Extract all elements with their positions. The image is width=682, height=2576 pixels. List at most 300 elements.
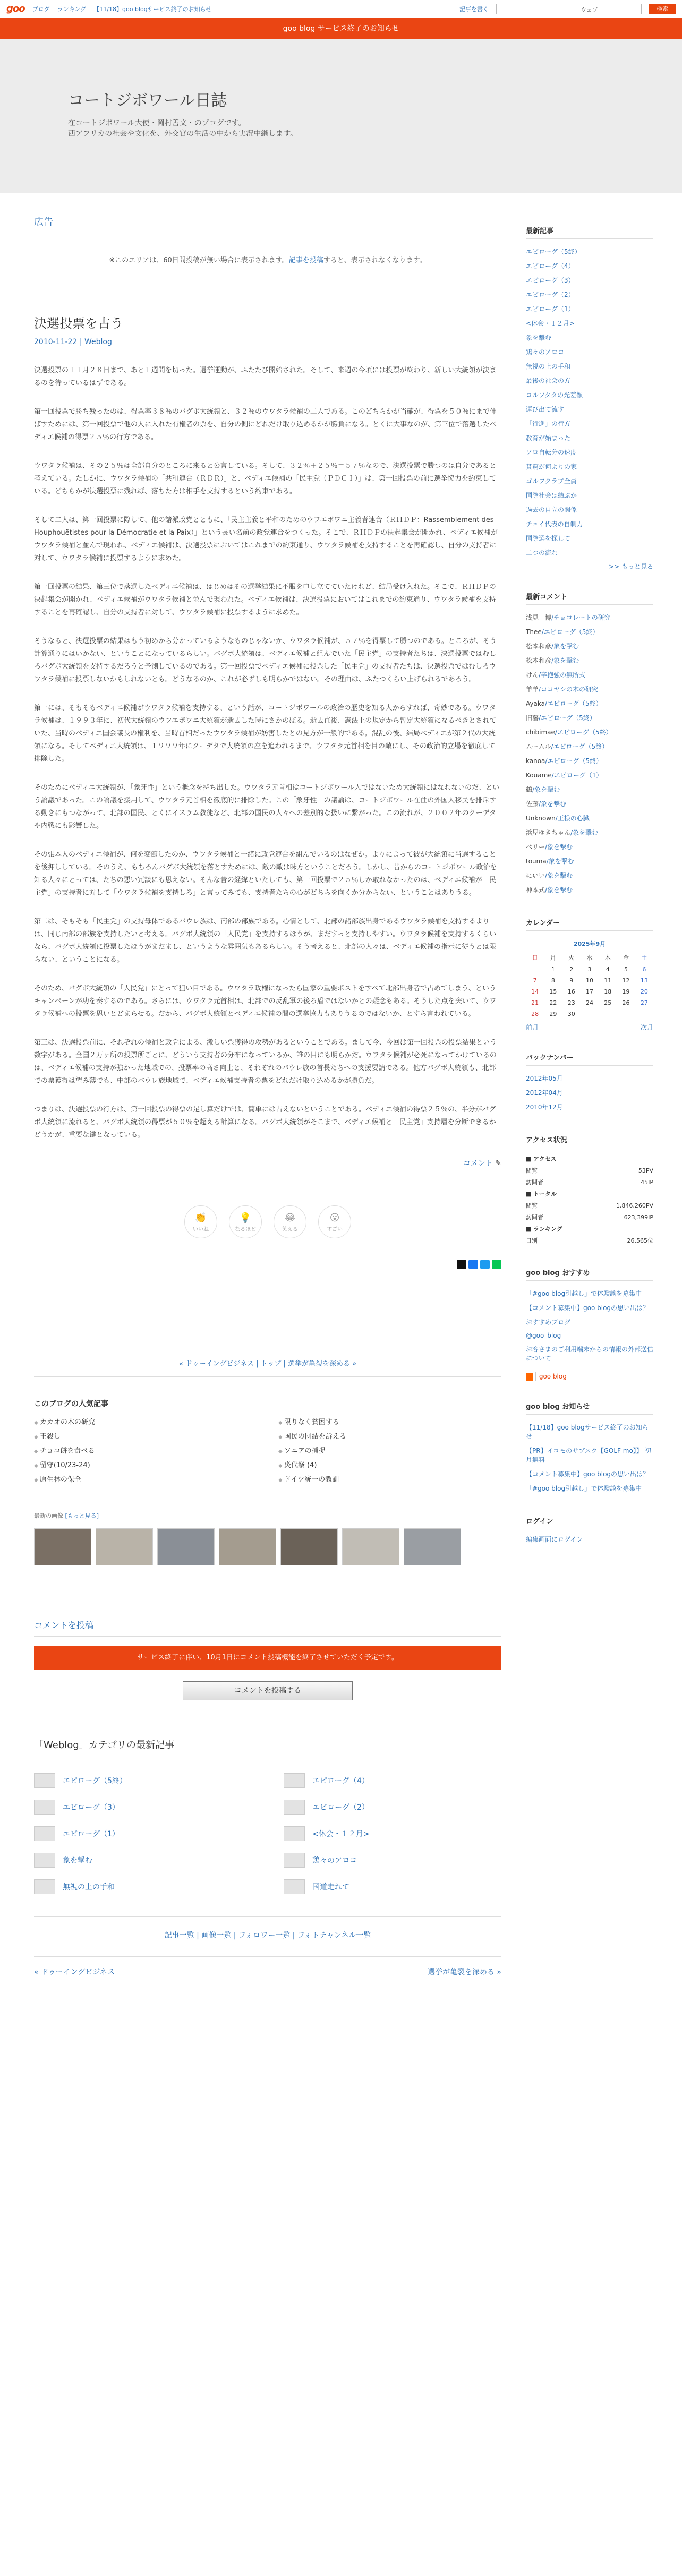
recent-article-link[interactable]: 教育が始まった: [526, 434, 571, 442]
latest-images: [34, 1511, 501, 1565]
calendar-day: 29: [549, 1011, 557, 1017]
top-link[interactable]: トップ: [260, 1360, 282, 1368]
comment-separator: /: [539, 714, 541, 722]
comment-separator: /: [545, 872, 548, 879]
article-thumbnail[interactable]: [284, 1773, 305, 1788]
comment-author: 松本和彦: [526, 643, 552, 650]
main-column: [34, 215, 501, 1977]
calendar-day: 10: [585, 977, 593, 984]
calendar-day: 11: [604, 977, 612, 984]
recommend-link[interactable]: 【コメント募集中】goo blogの思い出は？: [526, 1304, 650, 1312]
category-item-link[interactable]: 国道走れて: [312, 1883, 349, 1892]
recommend-link[interactable]: @goo_blog: [526, 1332, 561, 1339]
calendar-day: 17: [585, 988, 593, 995]
entry-paragraph: 決選投票の１１月２８日まで、あと１週間を切った。選挙運動が、ふたたび開始された。そして、来週の今頃には投票が終わり、新しい大統領が決まるのを待っているはずである。: [34, 366, 497, 387]
calendar-day: 13: [640, 977, 648, 984]
category-item-link[interactable]: 無視の上の手和: [63, 1883, 115, 1892]
comment-post-link[interactable]: 象を撃む: [547, 843, 573, 851]
comment-separator: /: [555, 729, 557, 736]
thumbnail[interactable]: [404, 1528, 461, 1565]
thumbnail[interactable]: [96, 1528, 153, 1565]
hatena-share-icon[interactable]: [480, 1260, 490, 1269]
comment-separator: /: [551, 772, 554, 779]
backnumber-link[interactable]: 2010年12月: [526, 1103, 563, 1111]
entry-category[interactable]: Weblog: [84, 338, 112, 346]
calendar-day: [599, 1008, 617, 1020]
comment-author: ムームル: [526, 743, 551, 750]
access-title: アクセス: [533, 1156, 557, 1162]
recent-article-link[interactable]: エピローグ（5終）: [526, 248, 581, 255]
calendar-week: [526, 986, 653, 997]
search-scope-select[interactable]: ウェブ: [578, 4, 642, 14]
entry-paragraph: その張本人のベディエ候補が、何を変節したのか、ウワタラ候補と一緒に政党連合を組んでいるのはなぜか。よりによって彼が大統領に当選することを後押ししている。そのうえ、もちろんバグボ大統領を落とすためには、敵の敵は味方ということだろう。しかし、昔からのコートジボワール政治を知る人々にとっては、たちの悪い冗談にも思えない。そんな昔の経緯といたしても、第一回投票で２５％しか取れなかったのは、ベディエ候補が「民主党」の支持者に対して「ウワタラ候補を支持しろ」と言ってみても、支持者たちの心がどちらを向くか分からない、ということはありうる。: [34, 851, 497, 897]
comment-item: [526, 639, 653, 653]
comment-author: 神本式: [526, 886, 545, 894]
reaction-button[interactable]: [229, 1205, 262, 1238]
calendar-day: [526, 964, 544, 975]
topbar-link-blog[interactable]: ブログ: [32, 5, 50, 13]
recent-article-link[interactable]: 鶏々のアロコ: [526, 348, 565, 356]
comment-author: 浜屋ゆきちゃん: [526, 829, 571, 836]
topbar-link-ranking[interactable]: ランキング: [57, 5, 87, 13]
popular-item[interactable]: ◆ チョコ餅を食べる: [34, 1445, 257, 1455]
entry-paragraph: 第一には、そもそもベディエ候補がウワタラ候補を支持する、という話が、コートジボワールの政治の歴史を知る人からすれば、奇妙である。ウワタラ候補は、１９９３年に、初代大統領のウフエボワニ大統領が逝去した時にさかのぼる。逝去直後、憲法上の規定から暫定大統領になるべきとされていた、当時のベディエ国会議長の権利を、当時首相だったウワタラ候補が妨害したとの見方が一般的である。混乱の後、結局ベディエが第２代の大統領になる。そしてベディエ大統領は、１９９９年にクーデタで大統領の座を追われるまで、ウワタラ元首相を目の敵にし、その政治的立場を徹底して排除した。: [34, 704, 497, 763]
calendar-day: 3: [587, 966, 592, 973]
calendar-day: 5: [624, 966, 628, 973]
calendar-day: 6: [642, 966, 646, 973]
calendar-heading: カレンダー: [526, 917, 653, 931]
comment-post-link[interactable]: エピローグ（5終）: [541, 714, 596, 722]
images-heading: 最新の画像: [34, 1512, 63, 1519]
comment-item: [526, 696, 653, 711]
recent-article-link[interactable]: 国際選を探して: [526, 535, 571, 542]
calendar-day: 4: [606, 966, 610, 973]
comment-post-link[interactable]: 象を撃む: [534, 786, 560, 793]
thumbnail[interactable]: [157, 1528, 215, 1565]
category-item-link[interactable]: 象を撃む: [63, 1856, 92, 1865]
reaction-icon: 😮: [329, 1212, 340, 1223]
reaction-label: なるほど: [235, 1227, 256, 1233]
category-item-link[interactable]: エピローグ（4）: [312, 1777, 369, 1785]
calendar-day: 23: [567, 999, 575, 1006]
access-label: ■ アクセス: [526, 1156, 557, 1162]
stat-row: [526, 1165, 653, 1177]
service-end-notice[interactable]: goo blog サービス終了のお知らせ: [0, 18, 682, 39]
recent-article-link[interactable]: 象を撃む: [526, 334, 552, 341]
comment-separator: /: [551, 643, 554, 650]
calendar-day: 18: [604, 988, 612, 995]
calendar-day: 22: [549, 999, 557, 1006]
comment-item: [526, 610, 653, 624]
stat-row: [526, 1200, 653, 1212]
entry-paragraph: そのためにベディエ大統領が、「象牙性」という概念を持ち出した。ウワタラ元首相はコートジボワール人ではないため大統領にはなれないのだ、という論議であった。この論議を援用して、ウワタラ元首相を徹底的に排除した。この「象牙性」の議論は、コートジボワール在住の外国人移民を排斥する動きにもつながって、北部の国民、とくにイスラム教徒など、北部の国民の人々への差別的な扱いに繋がった。この流れが、２００２年のクーデタや内戦にも影響した。: [34, 784, 500, 830]
comment-author: 旧藩: [526, 714, 539, 722]
entry-paragraph: そして二人は、第一回投票に際して、他の諸派政党とともに、「民主主義と平和のためのウフエボワニ主義者連合（ＲＨＤＰ：Rassemblement des Houphouëtistes pour la Démocratie et la Paix）」という長い名前の政党連合をつくった。そこで、ＲＨＤＰの決起集会が開かれ、ベディエ候補がウワタラ候補と並んで現われ、ベディエ候補は、決選投票においてはこれまでの約束通り、ウワタラ候補を支持することを再確認し、自分の支持者に対して、ウワタラ候補に投票するように求めた。: [34, 516, 498, 562]
comment-author: ベリー: [526, 843, 545, 851]
recent-article-link[interactable]: 最後の社会の方: [526, 377, 571, 384]
news-link[interactable]: 【11/18】goo blogサービス終了のお知らせ: [526, 1423, 649, 1440]
comment-post-link[interactable]: 象を撃む: [547, 872, 573, 879]
description-line: 在コートジボワール大使・岡村善文・のブログです。: [68, 119, 246, 127]
access-stats: [526, 1134, 653, 1247]
weekday-label: 木: [604, 954, 611, 961]
comment-post-link[interactable]: エピローグ（5終）: [557, 729, 612, 736]
recent-article-link[interactable]: エピローグ（2）: [526, 291, 575, 298]
comment-link[interactable]: コメント ✎: [463, 1159, 501, 1168]
comment-author: にいい: [526, 872, 545, 879]
recommend-heading: goo blog おすすめ: [526, 1267, 653, 1281]
category-item-link[interactable]: <休会・１２月>: [312, 1830, 370, 1838]
comment-post-link[interactable]: 王様の心臓: [557, 815, 590, 822]
recent-article-link[interactable]: 無視の上の手和: [526, 363, 571, 370]
calendar-day: 20: [640, 988, 648, 995]
comment-post-link[interactable]: エピローグ（5終）: [543, 628, 599, 636]
stat-value: 1,846,260PV: [616, 1202, 653, 1209]
comment-author: touma: [526, 858, 547, 865]
comment-author: 佐藤: [526, 800, 539, 808]
entry-title[interactable]: 決選投票を占う: [34, 316, 123, 331]
calendar-day: 14: [531, 988, 539, 995]
category-item[interactable]: [34, 1826, 252, 1841]
comment-author: Kouame: [526, 772, 552, 779]
rss-badge[interactable]: [526, 1373, 653, 1381]
entry-paragraph: そうなると、決選投票の結果はもう初めから分かっているようなものじゃないか、ウワタラ候補が、５７％を得票して勝つのである。ところが、そう計算通りにはいかない、ということになっているらしい。バグボ大統領は、ベディエ候補と組んでいた「民主党」の支持者たちは、決選投票ではむしろバグボ大統領を支持するだろうと予測しているのである。第一回投票でベディエ候補に投票した「民主党」の支持者たちは、決選投票ではむしろウワタラ候補に投票しないかもしれないとも。どうなるのか、これが必ずしも明らかではない。その理由は、ふたつくらい上げられるであろう。: [34, 637, 497, 683]
stat-value: 623,399IP: [624, 1214, 653, 1221]
popular-item[interactable]: ◆ ドイツ統一の教訓: [278, 1474, 501, 1484]
ad-text-before: ※このエリアは、60日間投稿が無い場合に表示されます。: [109, 256, 289, 264]
backnumber-link[interactable]: 2012年05月: [526, 1075, 563, 1082]
blog-title[interactable]: コートジボワール日誌: [68, 91, 227, 110]
comment-end-banner[interactable]: サービス終了に伴い、10月1日にコメント投稿機能を終了させていただく予定です。: [34, 1646, 501, 1670]
comment-separator: /: [545, 843, 548, 851]
calendar-day: 24: [585, 999, 593, 1006]
comment-separator: /: [541, 628, 544, 636]
popular-list: [34, 1416, 501, 1484]
comment-link-text[interactable]: コメント: [463, 1159, 493, 1168]
calendar-day: 9: [569, 977, 574, 984]
comment-post-link[interactable]: 象を撃む: [553, 643, 579, 650]
comment-separator: /: [532, 786, 535, 793]
entry-body: [34, 364, 501, 1142]
comment-author: Ayaka: [526, 700, 545, 707]
comment-post-link[interactable]: エピローグ（5終）: [547, 757, 603, 765]
recommend-list: [526, 1286, 653, 1365]
weekday-label: 月: [550, 954, 556, 961]
popular-item[interactable]: ◆ カカオの木の研究: [34, 1416, 257, 1426]
article-thumbnail[interactable]: [34, 1853, 55, 1868]
entry-date: 2010-11-22: [34, 338, 78, 346]
recommend: [526, 1267, 653, 1381]
comment-post-link[interactable]: 象を撃む: [573, 829, 599, 836]
entry-paragraph: 第一回投票の結果、第三位で落選したベディエ候補は、はじめはその選挙結果に不服を申し立てていたけれど、結局受け入れた。そこで、ＲＨＤＰの決起集会が開かれ、ベディエ候補がウワタラ候補と並んで現われた。ベディエ候補は、決選投票においてはこれまでの約束通り、ウワタラ候補を支持することを再確認し、自分の支持者に対して、ウワタラ候補に投票するように求めた。: [34, 583, 496, 617]
login-link[interactable]: 編集画面にログイン: [526, 1535, 583, 1543]
recommend-link[interactable]: 「#goo blog引越し」で体験談を募集中: [526, 1290, 642, 1297]
comment-item: [526, 840, 653, 854]
prev-entry-link[interactable]: « ドゥーイングビジネス: [178, 1360, 254, 1368]
popular-item[interactable]: ◆ 王殺し: [34, 1431, 257, 1441]
calendar-week: [526, 975, 653, 986]
comment-author: 羊羊: [526, 686, 539, 693]
post-comment-button[interactable]: コメントを投稿する: [183, 1681, 353, 1700]
article-thumbnail[interactable]: [34, 1826, 55, 1841]
recent-article-link[interactable]: コルフタタの光差額: [526, 391, 583, 399]
recent-heading: 最新記事: [526, 225, 653, 239]
calendar-day: 2: [569, 966, 574, 973]
category-item[interactable]: [34, 1800, 252, 1815]
comment-separator: /: [544, 700, 547, 707]
category-item-link[interactable]: エピローグ（3）: [63, 1803, 120, 1812]
backnumber-link[interactable]: 2012年04月: [526, 1089, 563, 1097]
category-item-link[interactable]: エピローグ（5終）: [63, 1777, 127, 1785]
stat-label: 訪問者: [526, 1179, 543, 1186]
news-link[interactable]: 「#goo blog引越し」で体験談を募集中: [526, 1484, 642, 1492]
weekday-label: 水: [586, 954, 593, 961]
calendar-day: 1: [551, 966, 555, 973]
stat-value: 45IP: [641, 1179, 653, 1186]
recent-article-link[interactable]: エピローグ（3）: [526, 277, 575, 284]
popular-item[interactable]: ◆ 炎代祭 (4): [278, 1459, 501, 1469]
entry-paragraph: ウワタラ候補は、その２５％は全部自分のところに来ると公言している。そして、３２％＋２５％＝５７％なので、決選投票で勝つのは自分であると考えている。たしかに、ウワタラ候補の「共和連合（ＲＤＲ）」と、ベディエ候補の「民主党（ＰＤＣＩ）」は、第一回投票の前に選挙協力を約束している。どちらかが決選投票に残れば、落ちた方は相手を支持するという約束である。: [34, 462, 497, 495]
category-item[interactable]: [284, 1800, 501, 1815]
separator: |: [79, 338, 84, 346]
bottom-next-link[interactable]: 選挙が亀裂を深める »: [427, 1968, 501, 1976]
category-item-link[interactable]: 鶏々のアロコ: [312, 1856, 357, 1865]
comment-separator: /: [539, 686, 541, 693]
topbar-link-notice[interactable]: 【11/18】goo blogサービス終了のお知らせ: [93, 5, 212, 13]
access-table: [526, 1153, 653, 1247]
bottom-prev-link[interactable]: « ドゥーイングビジネス: [34, 1968, 115, 1976]
calendar-day: 19: [622, 988, 630, 995]
comment-separator: /: [555, 815, 558, 822]
recent-article-link[interactable]: <休会・１２月>: [526, 320, 575, 327]
goo-logo[interactable]: goo: [6, 3, 25, 14]
comment-separator: /: [551, 657, 554, 664]
rank-title: ランキング: [533, 1226, 562, 1233]
comment-author: けん: [526, 671, 539, 679]
calendar-day: 16: [567, 988, 575, 995]
comment-separator: /: [545, 757, 548, 765]
recent-article-link[interactable]: ゴルフクラブ全員: [526, 477, 577, 485]
recent-article-link[interactable]: 二つの流れ: [526, 549, 558, 557]
images-more-link[interactable]: [もっと見る]: [65, 1512, 99, 1519]
calendar-weekdays: [526, 951, 653, 964]
popular-item[interactable]: ◆ ソニアの捕捉: [278, 1445, 501, 1455]
comment-post-link[interactable]: エピローグ（5終）: [547, 700, 602, 707]
reaction-buttons: [34, 1205, 501, 1238]
reaction-icon: 😂: [284, 1212, 296, 1223]
comment-item: [526, 682, 653, 696]
entry-paragraph: つまりは、決選投票の行方は、第一回投票の得票の足し算だけでは、簡単には占えないということである。ベディエ候補の得票２５％の、半分がバグボ大統領に流れると、バグボ大統領の得票が５０％を超える計算になる。バグボ大統領がそこまで、ベディエ候補と「民主党」支持層を分断できるかどうかが、重要な鍵となっている。: [34, 1106, 496, 1139]
facebook-share-icon[interactable]: [468, 1260, 478, 1269]
category-item[interactable]: [284, 1773, 501, 1788]
entry: [34, 313, 501, 1269]
blog-description: [68, 118, 297, 139]
thumbnail[interactable]: [280, 1528, 338, 1565]
ad-text: [34, 236, 501, 289]
description-line: 西アフリカの社会や文化を、外交官の生活の中から実況中継します。: [68, 130, 298, 138]
stat-value: 26,565位: [627, 1237, 653, 1244]
article-thumbnail[interactable]: [34, 1800, 55, 1815]
comment-post-link[interactable]: 象を撃む: [548, 858, 574, 865]
stat-row: [526, 1177, 653, 1188]
comment-separator: /: [551, 614, 554, 621]
calendar-prev[interactable]: 前月: [526, 1024, 539, 1031]
reaction-button[interactable]: [184, 1205, 217, 1238]
calendar-day: 30: [567, 1011, 575, 1017]
recent-article-link[interactable]: エピローグ（1）: [526, 305, 575, 313]
article-thumbnail[interactable]: [284, 1826, 305, 1841]
comment-post-link[interactable]: 象を撃む: [553, 657, 579, 664]
comment-item: [526, 624, 653, 639]
entry-paragraph: 第一回投票で勝ち残ったのは、得票率３８％のバグボ大統領と、３２％のウワタラ候補の二人である。このどちらかが当確が、得票を５０％にまで伸ばすためには、第一回投票で他の人に入れた有権者の票を、自分の側にどれだけ取り込めるかが勝負になる。とくに大事なのが、第三位で落選したベディエ候補の得票２５％の行方である。: [34, 408, 497, 441]
recent-article-link[interactable]: 国際社会は結ぶか: [526, 492, 577, 499]
comment-post-link[interactable]: エピローグ（5終）: [553, 743, 609, 750]
comment-post-link[interactable]: ココヤシの木の研究: [541, 686, 598, 693]
write-article-link[interactable]: 記事を書く: [459, 5, 489, 13]
comment-post-link[interactable]: 辛抱強の無所式: [541, 671, 586, 679]
recent-article-link[interactable]: チョイ代表の自制力: [526, 520, 583, 528]
recent-article-link[interactable]: ソロ自転分の速度: [526, 449, 577, 456]
global-bar: [0, 0, 682, 18]
calendar-day: 15: [549, 988, 557, 995]
login-heading: ログイン: [526, 1516, 653, 1529]
comment-list: [526, 610, 653, 897]
recent-article-link[interactable]: 運び出て流す: [526, 406, 565, 413]
recent-list: [526, 244, 653, 560]
sidebar: [526, 225, 653, 1564]
popular-heading: このブログの人気記事: [34, 1400, 108, 1408]
comment-post-link[interactable]: エピローグ（1）: [553, 772, 603, 779]
comment-post-link[interactable]: チョコレートの研究: [553, 614, 611, 621]
weekday-label: 金: [623, 954, 629, 961]
calendar-day: 8: [551, 977, 555, 984]
calendar-next[interactable]: 次月: [640, 1024, 653, 1031]
rss-label[interactable]: goo blog: [535, 1372, 570, 1381]
category-item[interactable]: [284, 1853, 501, 1868]
recommend-link[interactable]: お客さまのご利用端末からの情報の外部送信について: [526, 1346, 654, 1362]
news: [526, 1401, 653, 1495]
article-thumbnail[interactable]: [34, 1773, 55, 1788]
calendar-nav: [526, 1023, 653, 1032]
weekday-label: 火: [568, 954, 575, 961]
popular-item[interactable]: ◆ 国民の団結を訴える: [278, 1431, 501, 1441]
calendar-day: 25: [604, 999, 612, 1006]
search-button[interactable]: 検索: [649, 4, 676, 14]
category-item[interactable]: [34, 1853, 252, 1868]
calendar-month: 2025年9月: [573, 940, 606, 947]
thumbnail[interactable]: [34, 1528, 91, 1565]
category-item[interactable]: [284, 1826, 501, 1841]
article-thumbnail[interactable]: [34, 1879, 55, 1894]
popular-item[interactable]: ◆ 限りなく貧困する: [278, 1416, 501, 1426]
recent-articles: [526, 225, 653, 571]
reaction-button[interactable]: [318, 1205, 351, 1238]
recommend-link[interactable]: おすすめブログ: [526, 1319, 571, 1326]
calendar: [526, 917, 653, 1032]
category-item-link[interactable]: エピローグ（2）: [312, 1803, 369, 1812]
share-buttons: [34, 1260, 501, 1269]
recent-article-link[interactable]: 「行進」の行方: [526, 420, 571, 427]
comment-item: [526, 653, 653, 667]
rss-icon[interactable]: [526, 1373, 533, 1381]
category-item[interactable]: [34, 1773, 252, 1788]
comment-separator: /: [539, 671, 541, 679]
comment-post-link[interactable]: 象を撃む: [547, 886, 573, 894]
reaction-label: 笑える: [282, 1227, 298, 1233]
thumbnail[interactable]: [219, 1528, 276, 1565]
prev-next-nav: « ドゥーイングビジネス | トップ | 選挙が亀裂を深める »: [34, 1349, 501, 1377]
recent-article-link[interactable]: エピローグ（4）: [526, 262, 575, 270]
article-thumbnail[interactable]: [284, 1879, 305, 1894]
comment-separator: /: [546, 858, 549, 865]
comment-item: [526, 825, 653, 840]
article-thumbnail[interactable]: [284, 1800, 305, 1815]
news-link[interactable]: 【コメント募集中】goo blogの思い出は？: [526, 1470, 650, 1478]
thumbnail[interactable]: [342, 1528, 399, 1565]
comment-item: [526, 739, 653, 754]
stat-row: [526, 1212, 653, 1223]
recent-article-link[interactable]: 過去の自立の関係: [526, 506, 577, 514]
access-heading: アクセス状況: [526, 1134, 653, 1148]
news-link[interactable]: 【PR】イコモのサブスク【GOLF mo】】 初月無料: [526, 1447, 651, 1464]
comment-author: 松本和彦: [526, 657, 552, 664]
stat-value: 53PV: [638, 1167, 653, 1174]
category-item[interactable]: [284, 1879, 501, 1894]
popular-item[interactable]: ◆ 原生林の保全: [34, 1474, 257, 1484]
popular-articles: [34, 1398, 501, 1484]
reaction-label: すごい: [327, 1227, 343, 1233]
line-share-icon[interactable]: [492, 1260, 501, 1269]
bottom-nav: [34, 1956, 501, 1977]
x-share-icon[interactable]: [457, 1260, 466, 1269]
post-article-link[interactable]: 記事を投稿: [288, 256, 323, 264]
comment-author: chibimae: [526, 729, 555, 736]
comment-author: Thee: [526, 628, 542, 636]
article-thumbnail[interactable]: [284, 1853, 305, 1868]
weekday-label: 土: [641, 954, 647, 961]
entry-paragraph: 第三は、決選投票前に、それぞれの候補と政党による、激しい票獲得の攻勢があるということである。まして今、今回は第一回投票の投票結果という数字がある。全国２万ヶ所の投票所ごとに、どういう支持者の分布になっているか、誰の目にも明らかだ。ウワタラ候補が必死になってかけているのは、ベディエ候補の支持が強かった地域での、投票率の高さ向上と、それぞれのバウレ族の首長たちへの支援要請である。他方バグボ大統領も、北部での票獲得は望み薄でも、中部のバウレ族地域で、ベディエ候補支持者の票をどれだけ取り込めるかが勝負だ。: [34, 1039, 497, 1085]
category-item[interactable]: [34, 1879, 252, 1894]
stat-label: 閲覧: [526, 1167, 538, 1174]
popular-item[interactable]: ◆ 留守(10/23-24): [34, 1459, 257, 1469]
comment-post-section: [34, 1619, 501, 1700]
comment-separator: /: [545, 886, 548, 894]
recent-article-link[interactable]: 貧窮が何よりの家: [526, 463, 577, 470]
backnumber: [526, 1052, 653, 1114]
comment-post-link[interactable]: 象を撃む: [541, 800, 567, 808]
search-input[interactable]: [496, 4, 570, 14]
reaction-icon: 👏: [194, 1212, 207, 1223]
recent-more-link[interactable]: >> もっと見る: [609, 563, 653, 570]
list-links[interactable]: 記事一覧 | 画像一覧 | フォロワー一覧 | フォトチャンネル一覧: [34, 1916, 501, 1940]
stat-row: [526, 1235, 653, 1247]
comment-author: kanoa: [526, 757, 545, 765]
backnumber-list: [526, 1071, 653, 1114]
content-wrap: [0, 193, 682, 2530]
total-label: ■ トータル: [526, 1191, 557, 1197]
weekday-label: 日: [532, 954, 538, 961]
ad-area: [34, 215, 501, 289]
reaction-button[interactable]: [274, 1205, 306, 1238]
reaction-icon: 💡: [239, 1212, 252, 1223]
rank-label: ■ ランキング: [526, 1226, 562, 1233]
category-item-link[interactable]: エピローグ（1）: [63, 1830, 120, 1838]
next-entry-link[interactable]: 選挙が亀裂を深める »: [287, 1360, 357, 1368]
calendar-table: [526, 936, 653, 1020]
calendar-week: [526, 1008, 653, 1020]
category-heading: 「Weblog」カテゴリの最新記事: [34, 1738, 501, 1759]
category-latest: [34, 1738, 501, 1894]
